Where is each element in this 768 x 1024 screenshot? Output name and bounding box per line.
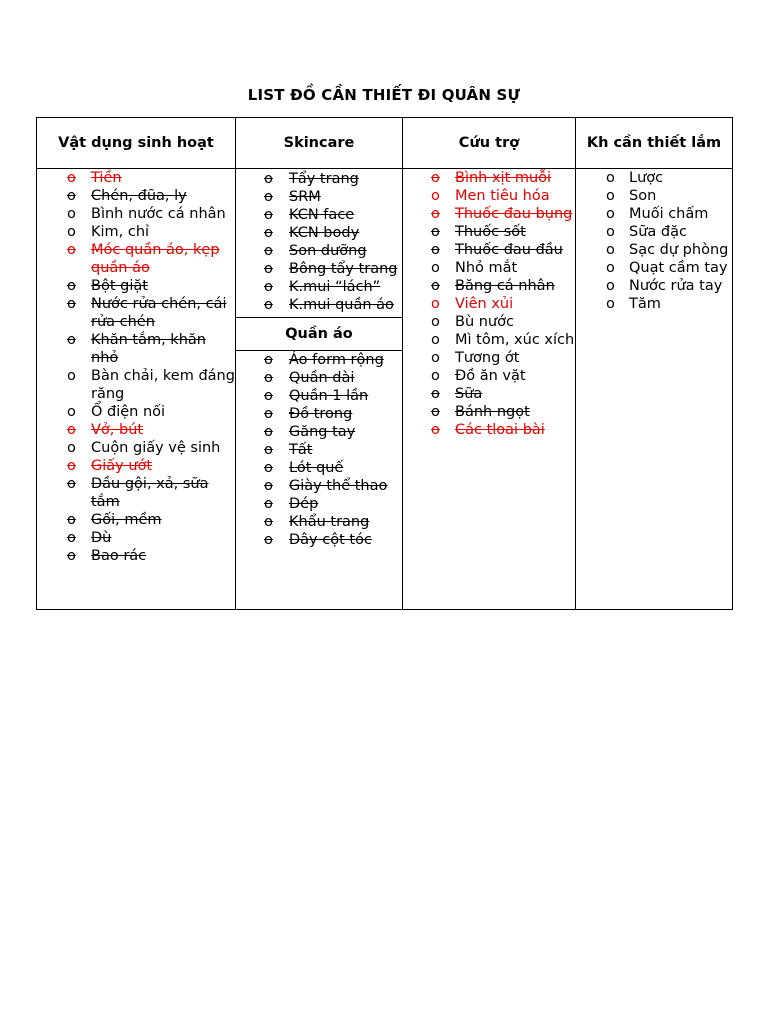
- bullet-marker: o: [606, 278, 615, 294]
- bullet-marker: o: [67, 440, 76, 456]
- skincare-list: [236, 169, 402, 314]
- item-text: Lót quế: [289, 460, 344, 476]
- item-text: Nhỏ mắt: [455, 260, 518, 276]
- item-text: Sạc dự phòng: [629, 242, 729, 258]
- list-item: [37, 367, 235, 403]
- bullet-marker: o: [67, 224, 76, 240]
- item-text: Dây cột tóc: [289, 532, 372, 548]
- bullet-marker: o: [431, 170, 440, 186]
- bullet-marker: o: [431, 224, 440, 240]
- bullet-marker: o: [67, 296, 76, 312]
- bullet-marker: o: [67, 278, 76, 294]
- first-aid-list: [403, 169, 575, 439]
- list-item: [236, 387, 402, 405]
- item-text: Dầu gội, xả, sữa tắm: [91, 476, 209, 510]
- column-header-optional: Kh cần thiết lắm: [576, 118, 733, 169]
- bullet-marker: o: [431, 296, 440, 312]
- list-item: [37, 277, 235, 295]
- item-text: Son: [629, 188, 657, 204]
- item-text: Gối, mềm: [91, 512, 162, 528]
- item-text: Giấy ướt: [91, 458, 153, 474]
- list-item: [403, 223, 575, 241]
- item-text: Bàn chải, kem đáng răng: [91, 368, 235, 402]
- item-text: Quần dài: [289, 370, 355, 386]
- bullet-marker: o: [431, 314, 440, 330]
- bullet-marker: o: [431, 260, 440, 276]
- list-item: [37, 547, 235, 565]
- bullet-marker: o: [67, 512, 76, 528]
- bullet-marker: o: [67, 332, 76, 348]
- bullet-marker: o: [606, 188, 615, 204]
- item-text: Nước rửa tay: [629, 278, 723, 294]
- bullet-marker: o: [431, 368, 440, 384]
- item-text: Quần 1 lần: [289, 388, 369, 404]
- bullet-marker: o: [606, 206, 615, 222]
- body-row: [37, 169, 733, 610]
- list-item: [403, 331, 575, 349]
- list-item: [37, 439, 235, 457]
- list-item: [236, 513, 402, 531]
- bullet-marker: o: [67, 170, 76, 186]
- item-text: Tẩy trang: [289, 171, 359, 187]
- bullet-marker: o: [606, 224, 615, 240]
- list-item: [37, 421, 235, 439]
- bullet-marker: o: [431, 242, 440, 258]
- item-text: Tất: [289, 442, 313, 458]
- bullet-marker: o: [264, 243, 273, 259]
- list-item: [403, 277, 575, 295]
- list-item: [37, 457, 235, 475]
- item-text: Khăn tắm, khăn nhỏ: [91, 332, 206, 366]
- list-item: [37, 529, 235, 547]
- list-item: [37, 475, 235, 511]
- bullet-marker: o: [606, 242, 615, 258]
- clothes-list: [236, 351, 402, 549]
- bullet-marker: o: [606, 170, 615, 186]
- bullet-marker: o: [67, 188, 76, 204]
- list-item: [236, 296, 402, 314]
- checklist-table: [36, 117, 733, 610]
- list-item: [236, 260, 402, 278]
- list-item: [236, 351, 402, 369]
- item-text: Kim, chỉ: [91, 224, 150, 240]
- bullet-marker: o: [264, 496, 273, 512]
- list-item: [576, 259, 732, 277]
- page-title: LIST ĐỒ CẦN THIẾT ĐI QUÂN SỰ: [247, 86, 521, 104]
- bullet-marker: o: [67, 422, 76, 438]
- item-text: K.mui quần áo: [289, 297, 394, 313]
- item-text: Vở, bút: [91, 422, 144, 438]
- list-item: [236, 405, 402, 423]
- bullet-marker: o: [431, 404, 440, 420]
- list-item: [236, 369, 402, 387]
- column-header-daily-items: Vật dụng sinh hoạt: [37, 118, 236, 169]
- list-item: [37, 403, 235, 421]
- list-item: [236, 206, 402, 224]
- bullet-marker: o: [67, 548, 76, 564]
- bullet-marker: o: [264, 514, 273, 530]
- list-item: [576, 205, 732, 223]
- bullet-marker: o: [264, 297, 273, 313]
- bullet-marker: o: [264, 279, 273, 295]
- list-item: [37, 205, 235, 223]
- optional-list: [576, 169, 732, 313]
- list-item: [403, 259, 575, 277]
- list-item: [37, 241, 235, 277]
- item-text: Tiền: [91, 170, 122, 186]
- list-item: [576, 187, 732, 205]
- bullet-marker: o: [431, 188, 440, 204]
- bullet-marker: o: [264, 424, 273, 440]
- bullet-marker: o: [264, 442, 273, 458]
- bullet-marker: o: [264, 532, 273, 548]
- item-text: Chén, đũa, ly: [91, 188, 187, 204]
- column-header-first-aid: Cứu trợ: [403, 118, 576, 169]
- list-item: [403, 403, 575, 421]
- list-item: [403, 187, 575, 205]
- list-item: [236, 531, 402, 549]
- column-header-skincare: Skincare: [236, 118, 403, 169]
- bullet-marker: o: [67, 530, 76, 546]
- bullet-marker: o: [431, 278, 440, 294]
- item-text: SRM: [289, 189, 321, 205]
- item-text: Khẩu trang: [289, 514, 370, 530]
- bullet-marker: o: [264, 261, 273, 277]
- item-text: Bao rác: [91, 548, 147, 564]
- bullet-marker: o: [67, 404, 76, 420]
- list-item: [37, 169, 235, 187]
- item-text: KCN body: [289, 225, 360, 241]
- item-text: Thuốc đau đầu: [455, 242, 563, 258]
- bullet-marker: o: [264, 460, 273, 476]
- bullet-marker: o: [264, 406, 273, 422]
- list-item: [576, 169, 732, 187]
- list-item: [576, 241, 732, 259]
- list-item: [403, 367, 575, 385]
- list-item: [37, 187, 235, 205]
- item-text: Tăm: [629, 296, 661, 312]
- item-text: Muối chấm: [629, 206, 709, 222]
- item-text: Băng cá nhân: [455, 278, 555, 294]
- bullet-marker: o: [67, 206, 76, 222]
- item-text: Giày thể thao: [289, 478, 388, 494]
- list-item: [403, 421, 575, 439]
- item-text: Tương ớt: [455, 350, 520, 366]
- bullet-marker: o: [264, 189, 273, 205]
- bullet-marker: o: [264, 388, 273, 404]
- item-text: Ổ điện nối: [91, 404, 166, 420]
- list-item: [236, 477, 402, 495]
- item-text: Lược: [629, 170, 664, 186]
- bullet-marker: o: [606, 296, 615, 312]
- item-text: Móc quần áo, kẹp quần áo: [91, 242, 220, 276]
- list-item: [403, 385, 575, 403]
- item-text: Áo form rộng: [289, 352, 384, 368]
- item-text: Thuốc đau bụng: [455, 206, 573, 222]
- item-text: Đồ trong: [289, 406, 353, 422]
- bullet-marker: o: [67, 368, 76, 384]
- list-item: [236, 441, 402, 459]
- bullet-marker: o: [67, 242, 76, 258]
- list-item: [37, 223, 235, 241]
- list-item: [236, 224, 402, 242]
- bullet-marker: o: [264, 171, 273, 187]
- item-text: Son dưỡng: [289, 243, 367, 259]
- bullet-marker: o: [431, 332, 440, 348]
- item-text: Quạt cầm tay: [629, 260, 728, 276]
- list-item: [403, 205, 575, 223]
- item-text: Bù nước: [455, 314, 514, 330]
- bullet-marker: o: [606, 260, 615, 276]
- header-row: [37, 118, 733, 169]
- bullet-marker: o: [431, 386, 440, 402]
- item-text: Đồ ăn vặt: [455, 368, 526, 384]
- list-item: [236, 278, 402, 296]
- item-text: Bột giặt: [91, 278, 148, 294]
- list-item: [236, 423, 402, 441]
- item-text: KCN face: [289, 207, 355, 223]
- bullet-marker: o: [264, 352, 273, 368]
- bullet-marker: o: [264, 478, 273, 494]
- item-text: Thuốc sốt: [455, 224, 526, 240]
- bullet-marker: o: [431, 206, 440, 222]
- bullet-marker: o: [431, 350, 440, 366]
- item-text: Các tloai bài: [455, 422, 545, 438]
- item-text: Nước rửa chén, cái rửa chén: [91, 296, 227, 330]
- item-text: Găng tay: [289, 424, 356, 440]
- daily-items-cell: [37, 169, 236, 610]
- item-text: Dù: [91, 530, 112, 546]
- list-item: [37, 511, 235, 529]
- item-text: Bình nước cá nhân: [91, 206, 226, 222]
- list-item: [403, 241, 575, 259]
- bullet-marker: o: [264, 207, 273, 223]
- item-text: Viên xủi: [455, 296, 514, 312]
- list-item: [236, 242, 402, 260]
- item-text: Men tiêu hóa: [455, 188, 550, 204]
- bullet-marker: o: [264, 225, 273, 241]
- item-text: Bông tẩy trang: [289, 261, 398, 277]
- list-item: [37, 295, 235, 331]
- list-item: [236, 495, 402, 513]
- list-item: [576, 223, 732, 241]
- list-item: [403, 313, 575, 331]
- list-item: [236, 188, 402, 206]
- daily-items-list: [37, 169, 235, 565]
- list-item: [403, 169, 575, 187]
- list-item: [576, 295, 732, 313]
- bullet-marker: o: [67, 476, 76, 492]
- item-text: Mì tôm, xúc xích: [455, 332, 575, 348]
- list-item: [403, 349, 575, 367]
- list-item: [403, 295, 575, 313]
- item-text: Bánh ngọt: [455, 404, 530, 420]
- item-text: Cuộn giấy vệ sinh: [91, 440, 221, 456]
- bullet-marker: o: [67, 458, 76, 474]
- item-text: Dép: [289, 496, 319, 512]
- skincare-cell: [236, 169, 403, 610]
- item-text: Sữa đặc: [629, 224, 687, 240]
- clothes-subheader: Quần áo: [236, 317, 402, 351]
- first-aid-cell: [403, 169, 576, 610]
- bullet-marker: o: [264, 370, 273, 386]
- item-text: Sữa: [455, 386, 483, 402]
- item-text: K.mui “lách”: [289, 279, 381, 295]
- list-item: [236, 459, 402, 477]
- list-item: [576, 277, 732, 295]
- list-item: [236, 170, 402, 188]
- optional-cell: [576, 169, 733, 610]
- bullet-marker: o: [431, 422, 440, 438]
- item-text: Bình xịt muỗi: [455, 170, 552, 186]
- list-item: [37, 331, 235, 367]
